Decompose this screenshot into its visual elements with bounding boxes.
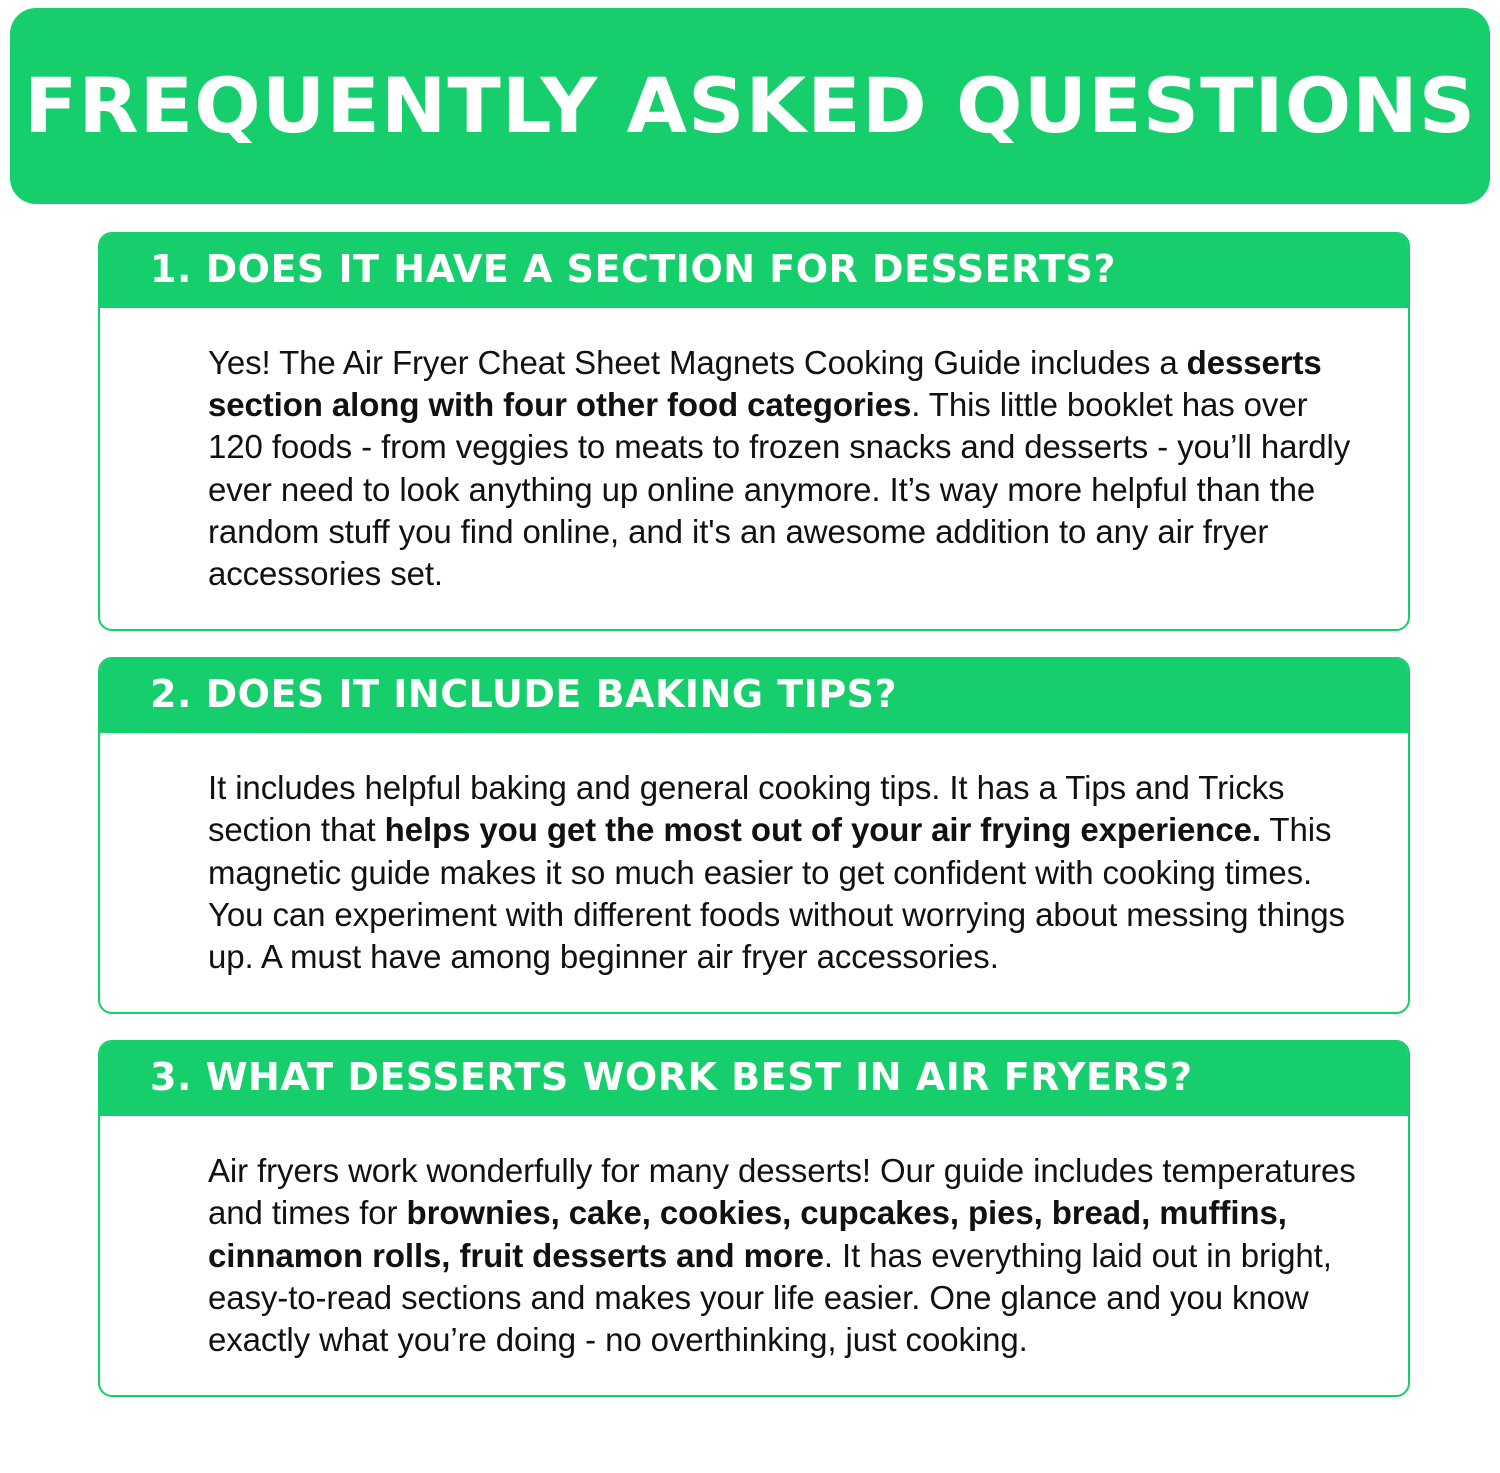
faq-item-3 [98,1040,1410,1397]
faq-item-2 [98,657,1410,1014]
faq-question-header-2[interactable] [100,659,1408,733]
faq-item-1 [98,232,1410,631]
header-banner [10,8,1490,204]
faq-question-header-3[interactable] [100,1042,1408,1116]
faq-answer-2: It includes helpful baking and general cooking tips. It has a Tips and Tricks section that helps you get the most out of your air frying experience. This magnetic guide makes it so much easier to get confident with cooking times. You can experiment with different foods without worrying about messing things up. A must have among beginner air fryer accessories. [208,769,1345,976]
faq-answer-body-3 [100,1116,1408,1395]
page-title: FREQUENTLY ASKED QUESTIONS [23,61,1477,150]
faq-answer-body-1 [100,308,1408,629]
faq-question-header-1[interactable] [100,234,1408,308]
faq-answer-body-2 [100,733,1408,1012]
faq-answer-3: Air fryers work wonderfully for many desserts! Our guide includes temperatures and times for brownies, cake, cookies, cupcakes, pies, bread, muffins, cinnamon rolls, fruit desserts and more. It has everything laid out in bright, easy-to-read sections and makes your life easier. One glance and you know exactly what you’re doing - no overthinking, just cooking. [208,1152,1356,1359]
faq-list [98,232,1410,1423]
faq-question-2: 2. DOES IT INCLUDE BAKING TIPS? [150,672,898,717]
faq-question-1: 1. DOES IT HAVE A SECTION FOR DESSERTS? [150,247,1116,291]
faq-question-3: 3. WHAT DESSERTS WORK BEST IN AIR FRYERS? [150,1055,1193,1100]
faq-answer-1: Yes! The Air Fryer Cheat Sheet Magnets Cooking Guide includes a desserts section along with four other food categories. This little booklet has over 120 foods - from veggies to meats to frozen snacks and desserts - you’ll hardly ever need to look anything up online anymore. It’s way more helpful than the random stuff you find online, and it's an awesome addition to any air fryer accessories set. [208,343,1351,593]
